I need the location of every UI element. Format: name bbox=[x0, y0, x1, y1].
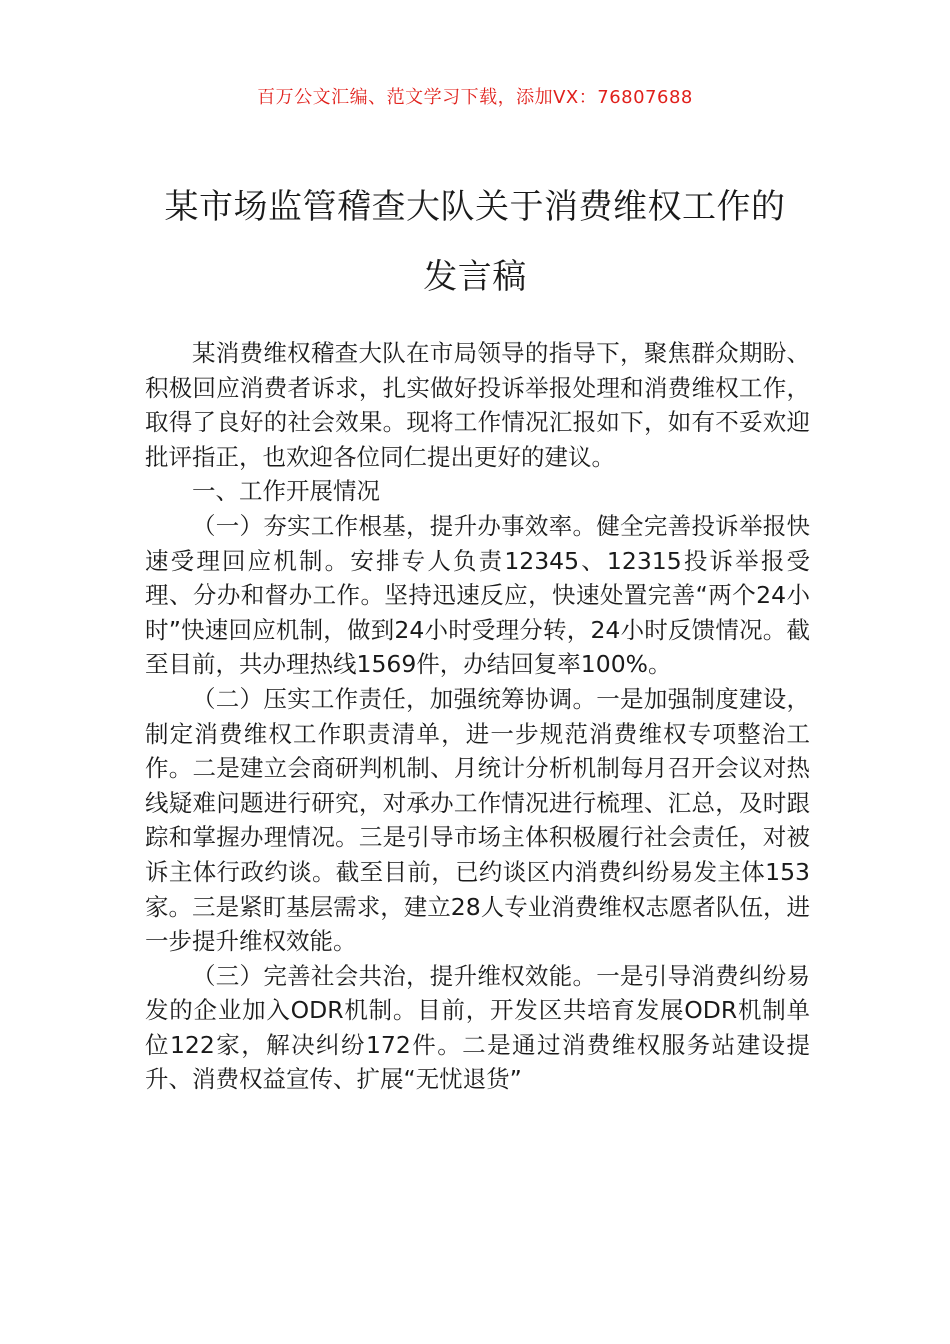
document-body bbox=[145, 336, 810, 1097]
header-note: 百万公文汇编、范文学习下载，添加VX：76807688 bbox=[257, 87, 693, 108]
paragraph-2: （二）压实工作责任，加强统筹协调。一是加强制度建设，制定消费维权工作职责清单，进一步规范消费维权专项整治工作。二是建立会商研判机制、月统计分析机制每月召开会议对热线疑难问题进行研究，对承办工作情况进行梳理、汇总，及时跟踪和掌握办理情况。三是引导市场主体积极履行社会责任，对被诉主体行政约谈。截至目前，已约谈区内消费纠纷易发主体153家。三是紧盯基层需求，建立28人专业消费维权志愿者队伍，进一步提升维权效能。 bbox=[145, 684, 810, 956]
paragraph-3: （三）完善社会共治，提升维权效能。一是引导消费纠纷易发的企业加入ODR机制。目前，开发区共培育发展ODR机制单位122家，解决纠纷172件。二是通过消费维权服务站建设提升、消费权益宣传、扩展“无忧退货” bbox=[145, 961, 810, 1094]
intro-paragraph: 某消费维权稽查大队在市局领导的指导下，聚焦群众期盼、积极回应消费者诉求，扎实做好投诉举报处理和消费维权工作，取得了良好的社会效果。现将工作情况汇报如下，如有不妥欢迎批评指正，也欢迎各位同仁提出更好的建议。 bbox=[145, 339, 810, 471]
title-line-1: 某市场监管稽查大队关于消费维权工作的 bbox=[164, 187, 786, 227]
document-title bbox=[120, 172, 830, 312]
section-heading: 一、工作开展情况 bbox=[192, 477, 380, 506]
title-line-2: 发言稿 bbox=[423, 257, 527, 297]
paragraph-1: （一）夯实工作根基，提升办事效率。健全完善投诉举报快速受理回应机制。安排专人负责12345、12315投诉举报受理、分办和督办工作。坚持迅速反应，快速处置完善“两个24小时”快速回应机制，做到24小时受理分转，24小时反馈情况。截至目前，共办理热线1569件，办结回复率100%。 bbox=[145, 511, 810, 679]
